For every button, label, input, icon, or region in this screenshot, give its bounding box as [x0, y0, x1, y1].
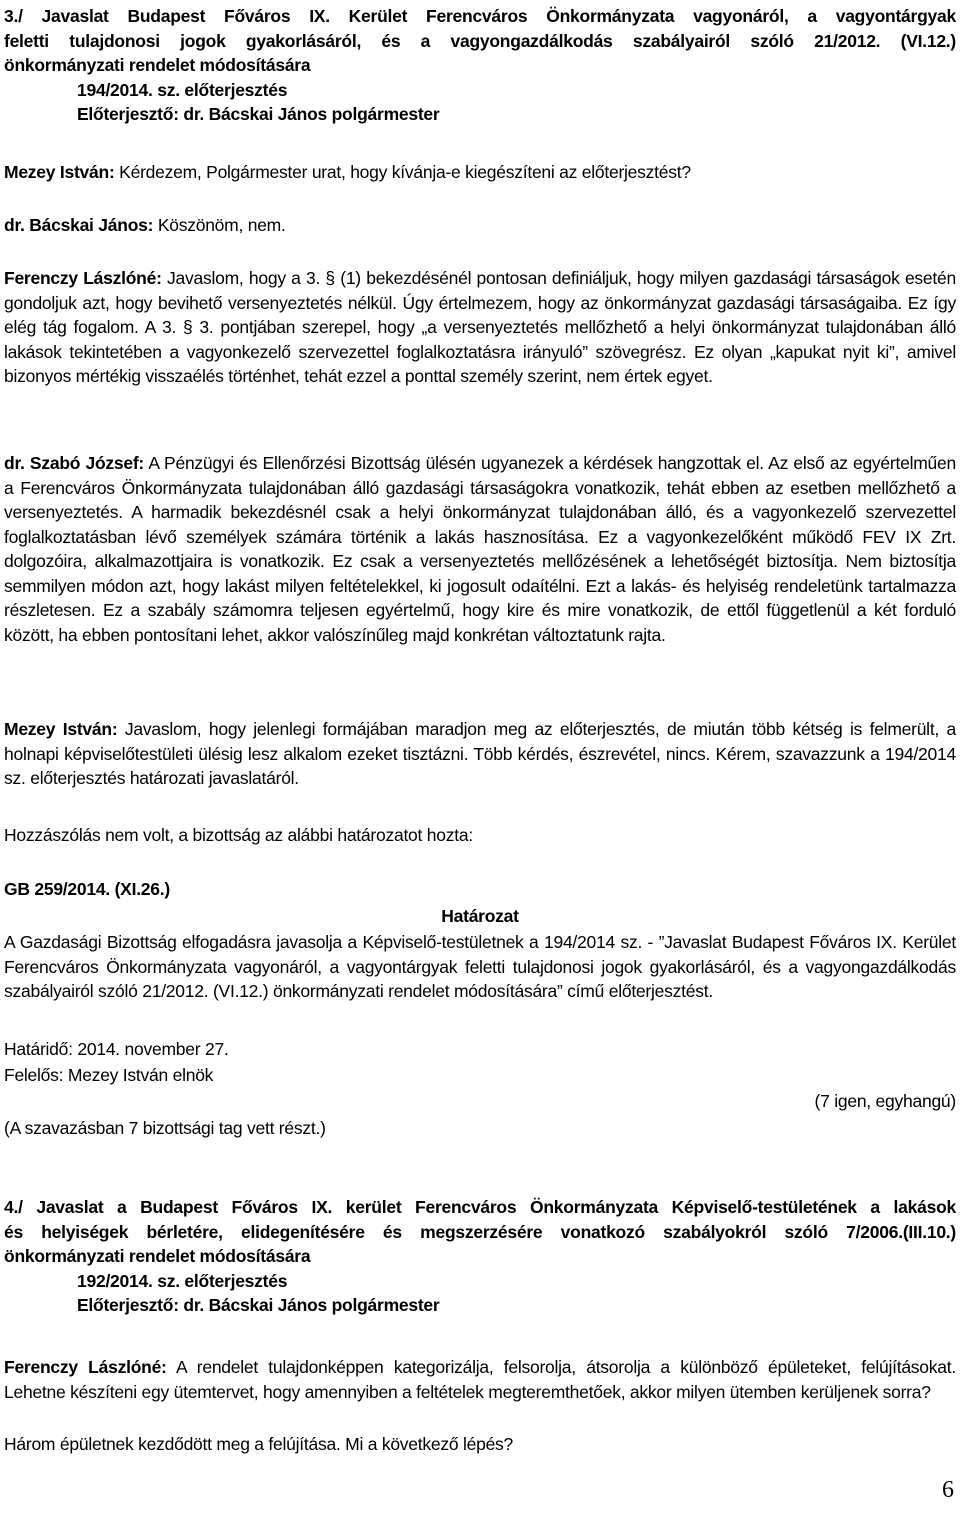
dialogue-ferenczy-2-line-2: Három épületnek kezdődött meg a felújítása. Mi a következő lépés?	[4, 1434, 514, 1454]
no-comment-note: Hozzászólás nem volt, a bizottság az alábbi határozatot hozta:	[4, 825, 473, 845]
item-3-heading	[4, 4, 956, 127]
dialogue-szabo	[4, 451, 956, 647]
speech-text: Kérdezem, Polgármester urat, hogy kívánja-e kiegészíteni az előterjesztést?	[114, 162, 691, 182]
item-3-heading-line-3: önkormányzati rendelet módosítására	[4, 55, 311, 75]
resolution-body: A Gazdasági Bizottság elfogadásra javasolja a Képviselő-testületnek a 194/2014 sz. - ”Javaslat Budapest Főváros IX. Kerület Ferencváros Önkormányzata vagyonáról, a vagyontárgyak feletti tulajdonosi jogok gyakorlásáról, és a vagyongazdálkodás szabályairól szóló 21/2012. (VI.12.) önkormányzati rendelet módosítására” című előterjesztést.	[4, 932, 956, 1001]
item-3-number: 194/2014. sz. előterjesztés	[77, 79, 288, 100]
dialogue-ferenczy-2	[4, 1355, 956, 1404]
resolution-deadline: Határidő: 2014. november 27.	[4, 1039, 229, 1059]
page-number: 6	[942, 1477, 954, 1503]
item-3-presenter: Előterjesztő: dr. Bácskai János polgármester	[77, 104, 440, 124]
speech-text: Javaslom, hogy jelenlegi formájában maradjon meg az előterjesztés, de miután több kétség is felmerült, a holnapi képviselőtestületi ülésig lesz alkalom ezeket tisztázni. Több kérdés, észrevétel, nincs. Kérem, szavazzunk a 194/2014 sz. előterjesztés határozati javaslatáról.	[4, 719, 956, 788]
dialogue-bacskai	[4, 213, 956, 238]
item-3-heading-line-1: 3./ Javaslat Budapest Főváros IX. Kerület Ferencváros Önkormányzata vagyonáról, a vagyontárgyak	[4, 6, 956, 26]
dialogue-mezey-2	[4, 717, 956, 791]
resolution-id: GB 259/2014. (XI.26.)	[4, 879, 170, 899]
item-3-heading-line-2: feletti tulajdonosi jogok gyakorlásáról, és a vagyongazdálkodás szabályairól szóló 21/2012. (VI.12.)	[4, 30, 956, 51]
speech-text: A rendelet tulajdonképpen kategorizálja, felsorolja, átsorolja a különböző épületeket, felújításokat. Lehetne készíteni egy ütemtervet, hogy amennyiben a feltételek megteremthetőek, akkor milyen ütemben kerüljenek sorra?	[4, 1357, 956, 1402]
item-4-heading-line-3: önkormányzati rendelet módosítására	[4, 1246, 311, 1266]
speech-text: Köszönöm, nem.	[153, 215, 286, 235]
resolution-participants: (A szavazásban 7 bizottsági tag vett részt.)	[4, 1118, 326, 1138]
dialogue-ferenczy-1	[4, 266, 956, 389]
speaker-name: Ferenczy Lászlóné:	[4, 268, 162, 288]
speaker-name: Mezey István:	[4, 719, 118, 739]
resolution-responsible: Felelős: Mezey István elnök	[4, 1065, 214, 1085]
item-4-heading	[4, 1195, 956, 1318]
speaker-name: Ferenczy Lászlóné:	[4, 1357, 167, 1377]
item-4-presenter: Előterjesztő: dr. Bácskai János polgármester	[77, 1295, 440, 1315]
item-4-heading-line-1: 4./ Javaslat a Budapest Főváros IX. kerület Ferencváros Önkormányzata Képviselő-testületének a lakások	[4, 1197, 956, 1217]
speaker-name: Mezey István:	[4, 162, 115, 182]
speaker-name: dr. Bácskai János:	[4, 215, 154, 235]
speech-text: A Pénzügyi és Ellenőrzési Bizottság ülésén ugyanezek a kérdések hangzottak el. Az első az egyértelműen a Ferencváros Önkormányzata tulajdonában álló gazdasági társaságokra vonatkozik, tehát ebben az esetben mellőzhető a versenyeztetés. A harmadik bekezdésnél csak a helyi önkormányzat tulajdonában álló, és a vagyonkezelő szervezettel foglalkoztatásban lévő személyek számára történik a lakás hasznosítása. Ez a vagyonkezelőként működő FEV IX Zrt. dolgozóira, alkalmazottjaira is vonatkozik. Ez csak a versenyeztetés mellőzésének a lehetőségét biztosítja. Nem biztosítja semmilyen módon azt, hogy lakást milyen feltételekkel, ki jogosult odaítélni. Ezt a lakás- és helyiség rendeletünk tartalmazza részletesen. Ez a szabály számomra teljesen egyértelmű, hogy kire és mire vonatkozik, de ettől függetlenül a két forduló között, ha ebben pontosítani lehet, akkor valószínűleg majd konkrétan változtatunk rajta.	[4, 453, 956, 645]
item-4-number: 192/2014. sz. előterjesztés	[77, 1270, 288, 1291]
item-4-heading-line-2: és helyiségek bérletére, elidegenítésére és megszerzésére vonatkozó szabályokról szóló 7/2006.(III.10.)	[4, 1221, 956, 1242]
resolution-title: Határozat	[441, 906, 519, 926]
speech-text: Javaslom, hogy a 3. § (1) bekezdésénél pontosan definiáljuk, hogy milyen gazdasági társaságok esetén gondoljuk azt, hogy bevihető versenyeztetés nélkül. Úgy értelmezem, hogy az önkormányzat gazdasági társaságaiba. Ez így elég tág fogalom. A 3. § 3. pontjában szerepel, hogy „a versenyeztetés mellőzhető a helyi önkormányzat tulajdonában álló lakások tekintetében a vagyonkezelő szervezettel foglalkoztatásra irányuló” szövegrész. Ez olyan „kapukat nyit ki”, amivel bizonyos mértékig visszaélés történhet, tehát ezzel a ponttal személy szerint, nem értek egyet.	[4, 268, 956, 386]
speaker-name: dr. Szabó József:	[4, 453, 145, 473]
dialogue-mezey-1	[4, 160, 956, 185]
resolution-vote: (7 igen, egyhangú)	[814, 1091, 956, 1111]
